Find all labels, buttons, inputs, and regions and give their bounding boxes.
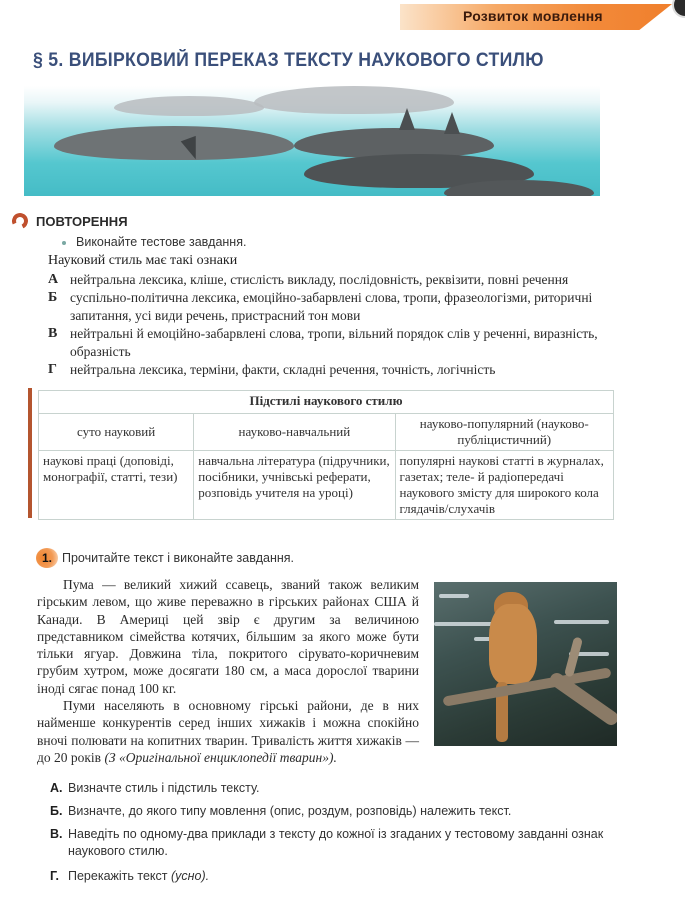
option-letter: А [48,272,59,287]
task-item [50,826,650,860]
reading-passage [37,576,419,766]
task-text: Визначте, до якого типу мовлення (опис, роздум, розповідь) належить текст. [68,804,512,818]
task-item [50,803,650,820]
table-row [39,451,614,520]
dolphins-photo [24,86,600,196]
review-instruction-text: Виконайте тестове завдання. [76,235,247,249]
paragraph-title [33,50,544,72]
option-letter: В [48,326,58,341]
exercise-heading [36,548,294,568]
option-letter: Б [48,290,58,305]
review-title: ПОВТОРЕННЯ [36,213,128,229]
refresh-icon [10,211,31,232]
paragraph-title-text: ВИБІРКОВИЙ ПЕРЕКАЗ ТЕКСТУ НАУКОВОГО СТИЛЮ [68,50,544,71]
table-header-cell: суто науковий [39,414,194,451]
task-item [50,780,650,797]
passage-paragraph: Пума — великий хижий ссавець, званий також великим гірським левом, що живе переважно в гірських районах США й Канади. В Америці цей звір є другим за величиною представником сімейства котячих, більшим за якого може бути тільки ягуар. Довжина тіла, покритого сірувато-коричневим грубим хутром, може досягати 180 см, а маса дорослої тварини іноді сягає понад 100 кг. [37,577,419,696]
exercise-instruction: Прочитайте текст і виконайте завдання. [62,551,294,565]
option-text: нейтральна лексика, терміни, факти, складні речення, точність, логічність [70,362,496,377]
bullet-icon [62,241,66,245]
table-cell: навчальна література (підручники, посібники, учнівські реферати, розповідь учителя на уроці) [194,451,395,520]
option-letter: Г [48,362,57,377]
passage-paragraph [37,697,419,766]
review-instruction [62,235,246,249]
paragraph-number: § 5. [33,50,64,71]
page-corner-marker [672,0,685,18]
option-a [48,271,623,289]
option-h [48,361,623,379]
exercise-number: 1. [36,548,58,568]
section-banner-label: Розвиток мовлення [463,8,603,24]
task-letter: В. [50,827,63,841]
substyles-table-block [28,388,616,518]
table-caption: Підстилі наукового стилю [39,391,614,414]
exercise-tasks [50,780,650,891]
table-cell: наукові праці (доповіді, монографії, статті, тези) [39,451,194,520]
task-text [68,868,650,885]
option-v [48,325,623,361]
option-b [48,289,623,325]
review-heading [12,213,128,229]
table-header-cell: науково-навчальний [194,414,395,451]
puma-photo [434,582,617,746]
option-text: нейтральні й емоційно-забарвлені слова, тропи, вільний порядок слів у реченні, виразність, образність [70,326,598,359]
task-text-italic: (усно). [170,869,210,883]
task-letter: Г. [50,869,59,883]
passage-text: Пуми населяють в основному гірські райони, де в них найменше конкурентів серед інших хижаків і можна спокійно вночі полювати на копитних тварин. Тривалість життя хижаків — до 20 років [37,698,419,765]
table-header-cell: науково-популярний (науково-публіцистичний) [395,414,614,451]
substyles-table [38,390,614,520]
task-text-main: Перекажіть текст [68,869,171,883]
task-letter: А. [50,781,63,795]
task-item [50,868,650,885]
puma-body [489,604,537,684]
task-text: Визначте стиль і підстиль тексту. [68,781,260,795]
test-options [48,271,623,379]
test-question: Науковий стиль має такі ознаки [48,253,238,268]
task-letter: Б. [50,804,63,818]
task-text: Наведіть по одному-два приклади з тексту до кожної із згаданих у тестовому завданні ознак наукового стилю. [68,827,604,858]
option-text: суспільно-політична лексика, емоційно-забарвлені слова, тропи, фразеологізми, риторичні запитання, усі види речень, пристрасний тон мови [70,290,593,323]
passage-source: (З «Оригінальної енциклопедії тварин»). [104,749,337,765]
table-cell: популярні наукові статті в журналах, газетах; теле- й радіопередачі наукового змісту для широкого кола глядачів/слухачів [395,451,614,520]
option-text: нейтральна лексика, кліше, стислість викладу, послідовність, реквізити, повні речення [70,272,569,287]
